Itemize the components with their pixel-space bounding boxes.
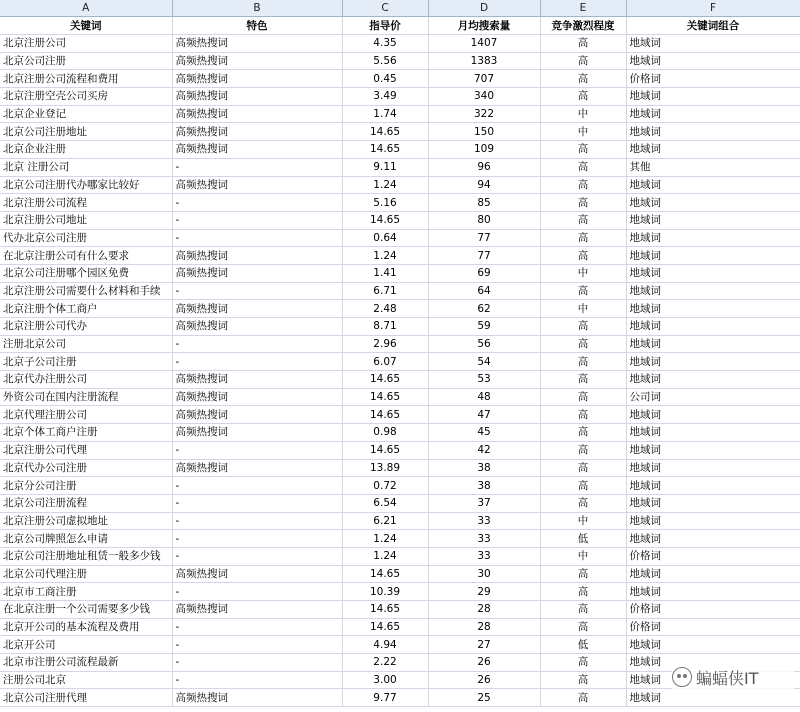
cell-search-volume[interactable]: 1383 [428, 52, 540, 70]
cell-search-volume[interactable]: 1407 [428, 35, 540, 53]
cell-feature[interactable]: 高频热搜词 [172, 424, 342, 442]
column-header-row [0, 0, 800, 17]
cell-feature[interactable]: 高频热搜词 [172, 123, 342, 141]
cell-keyword[interactable]: 北京开公司 [0, 636, 172, 654]
cell-price[interactable]: 0.45 [342, 70, 428, 88]
table-row [0, 123, 800, 141]
cell-feature[interactable]: - [172, 441, 342, 459]
cell-keyword[interactable]: 北京企业登记 [0, 105, 172, 123]
cell-feature[interactable]: - [172, 229, 342, 247]
cell-search-volume[interactable]: 26 [428, 671, 540, 689]
cell-search-volume[interactable]: 28 [428, 618, 540, 636]
table-row [0, 158, 800, 176]
cell-feature[interactable]: 高频热搜词 [172, 105, 342, 123]
cell-price[interactable]: 1.41 [342, 264, 428, 282]
table-row [0, 282, 800, 300]
table-row [0, 247, 800, 265]
cell-keyword-group[interactable]: 地域词 [626, 35, 800, 53]
cell-feature[interactable]: 高频热搜词 [172, 371, 342, 389]
cell-keyword-group[interactable]: 地域词 [626, 264, 800, 282]
cell-keyword-group[interactable]: 地域词 [626, 300, 800, 318]
cell-keyword[interactable]: 外资公司在国内注册流程 [0, 388, 172, 406]
cell-competition[interactable]: 高 [540, 654, 626, 672]
cell-price[interactable]: 6.54 [342, 494, 428, 512]
cell-feature[interactable]: 高频热搜词 [172, 70, 342, 88]
column-header-a[interactable]: A [0, 0, 172, 17]
cell-keyword[interactable]: 北京注册公司 [0, 35, 172, 53]
table-row [0, 406, 800, 424]
table-row [0, 459, 800, 477]
table-row [0, 229, 800, 247]
cell-competition[interactable]: 中 [540, 300, 626, 318]
cell-keyword[interactable]: 北京注册公司地址 [0, 211, 172, 229]
cell-competition[interactable]: 中 [540, 547, 626, 565]
cell-keyword[interactable]: 北京公司注册地址租赁一般多少钱 [0, 547, 172, 565]
cell-search-volume[interactable]: 45 [428, 424, 540, 442]
table-row [0, 618, 800, 636]
cell-feature[interactable]: - [172, 636, 342, 654]
table-row [0, 318, 800, 336]
cell-price[interactable]: 0.64 [342, 229, 428, 247]
cell-keyword[interactable]: 北京代理注册公司 [0, 406, 172, 424]
cell-price[interactable]: 14.65 [342, 565, 428, 583]
cell-competition[interactable]: 高 [540, 35, 626, 53]
cell-competition[interactable]: 高 [540, 565, 626, 583]
cell-competition[interactable]: 高 [540, 88, 626, 106]
cell-competition[interactable]: 高 [540, 406, 626, 424]
cell-feature[interactable]: 高频热搜词 [172, 52, 342, 70]
cell-search-volume[interactable]: 27 [428, 636, 540, 654]
cell-keyword-group[interactable]: 地域词 [626, 636, 800, 654]
cell-keyword[interactable]: 北京代办公司注册 [0, 459, 172, 477]
cell-feature[interactable]: - [172, 530, 342, 548]
table-row [0, 264, 800, 282]
cell-search-volume[interactable]: 59 [428, 318, 540, 336]
cell-competition[interactable]: 高 [540, 671, 626, 689]
cell-feature[interactable]: 高频热搜词 [172, 88, 342, 106]
column-header-b[interactable]: B [172, 0, 342, 17]
cell-keyword-group[interactable]: 地域词 [626, 123, 800, 141]
cell-competition[interactable]: 高 [540, 70, 626, 88]
header-row [0, 17, 800, 35]
table-row [0, 176, 800, 194]
cell-competition[interactable]: 高 [540, 388, 626, 406]
table-row [0, 70, 800, 88]
cell-price[interactable]: 14.65 [342, 441, 428, 459]
cell-price[interactable]: 14.65 [342, 141, 428, 159]
table-row [0, 105, 800, 123]
cell-price[interactable]: 1.24 [342, 547, 428, 565]
cell-price[interactable]: 6.07 [342, 353, 428, 371]
cell-price[interactable]: 2.48 [342, 300, 428, 318]
cell-competition[interactable]: 高 [540, 176, 626, 194]
cell-price[interactable]: 1.24 [342, 530, 428, 548]
cell-price[interactable]: 1.74 [342, 105, 428, 123]
cell-keyword[interactable]: 北京公司注册流程 [0, 494, 172, 512]
cell-keyword-group[interactable]: 地域词 [626, 105, 800, 123]
cell-search-volume[interactable]: 62 [428, 300, 540, 318]
table-row [0, 583, 800, 601]
cell-keyword[interactable]: 北京注册公司虚拟地址 [0, 512, 172, 530]
cell-search-volume[interactable]: 69 [428, 264, 540, 282]
cell-competition[interactable]: 高 [540, 583, 626, 601]
cell-search-volume[interactable]: 28 [428, 601, 540, 619]
cell-price[interactable]: 1.24 [342, 247, 428, 265]
cell-search-volume[interactable]: 109 [428, 141, 540, 159]
cell-keyword[interactable]: 北京开公司的基本流程及费用 [0, 618, 172, 636]
cell-search-volume[interactable]: 26 [428, 654, 540, 672]
cell-feature[interactable]: - [172, 477, 342, 495]
cell-price[interactable]: 3.00 [342, 671, 428, 689]
cell-competition[interactable]: 高 [540, 353, 626, 371]
cell-search-volume[interactable]: 64 [428, 282, 540, 300]
cell-keyword[interactable]: 北京注册公司流程和费用 [0, 70, 172, 88]
cell-keyword-group[interactable]: 地域词 [626, 371, 800, 389]
cell-competition[interactable]: 高 [540, 424, 626, 442]
cell-keyword-group[interactable]: 地域词 [626, 406, 800, 424]
cell-keyword-group[interactable]: 地域词 [626, 494, 800, 512]
cell-keyword[interactable]: 北京公司注册地址 [0, 123, 172, 141]
cell-keyword-group[interactable]: 地域词 [626, 530, 800, 548]
cell-keyword[interactable]: 北京公司牌照怎么申请 [0, 530, 172, 548]
cell-competition[interactable]: 高 [540, 601, 626, 619]
cell-keyword[interactable]: 注册公司北京 [0, 671, 172, 689]
cell-keyword[interactable]: 北京公司代理注册 [0, 565, 172, 583]
cell-feature[interactable]: 高频热搜词 [172, 247, 342, 265]
cell-price[interactable]: 14.65 [342, 371, 428, 389]
cell-search-volume[interactable]: 80 [428, 211, 540, 229]
cell-search-volume[interactable]: 33 [428, 547, 540, 565]
cell-price[interactable]: 13.89 [342, 459, 428, 477]
cell-keyword[interactable]: 北京注册公司需要什么材料和手续 [0, 282, 172, 300]
cell-price[interactable]: 14.65 [342, 211, 428, 229]
cell-price[interactable]: 1.24 [342, 176, 428, 194]
cell-price[interactable]: 6.21 [342, 512, 428, 530]
cell-keyword[interactable]: 北京市工商注册 [0, 583, 172, 601]
cell-search-volume[interactable]: 85 [428, 194, 540, 212]
cell-competition[interactable]: 高 [540, 335, 626, 353]
cell-keyword[interactable]: 北京公司注册代理 [0, 689, 172, 707]
cell-search-volume[interactable]: 56 [428, 335, 540, 353]
cell-competition[interactable]: 中 [540, 512, 626, 530]
cell-feature[interactable]: 高频热搜词 [172, 565, 342, 583]
cell-competition[interactable]: 高 [540, 158, 626, 176]
cell-keyword-group[interactable]: 地域词 [626, 689, 800, 707]
table-row [0, 35, 800, 53]
cell-competition[interactable]: 低 [540, 530, 626, 548]
cell-competition[interactable]: 高 [540, 477, 626, 495]
cell-feature[interactable]: - [172, 353, 342, 371]
wechat-icon [672, 667, 692, 687]
cell-keyword-group[interactable]: 价格词 [626, 70, 800, 88]
cell-search-volume[interactable]: 42 [428, 441, 540, 459]
cell-price[interactable]: 14.65 [342, 601, 428, 619]
cell-price[interactable]: 4.94 [342, 636, 428, 654]
header-keyword[interactable]: 关键词 [0, 17, 172, 35]
cell-keyword[interactable]: 北京注册空壳公司买房 [0, 88, 172, 106]
cell-keyword-group[interactable]: 地域词 [626, 441, 800, 459]
table-row [0, 388, 800, 406]
cell-feature[interactable]: - [172, 158, 342, 176]
cell-competition[interactable]: 高 [540, 318, 626, 336]
column-header-c[interactable]: C [342, 0, 428, 17]
cell-feature[interactable]: - [172, 282, 342, 300]
cell-keyword-group[interactable]: 地域词 [626, 211, 800, 229]
cell-feature[interactable]: 高频热搜词 [172, 35, 342, 53]
table-row [0, 335, 800, 353]
cell-search-volume[interactable]: 77 [428, 229, 540, 247]
cell-keyword[interactable]: 北京注册公司代理 [0, 441, 172, 459]
cell-price[interactable]: 5.16 [342, 194, 428, 212]
cell-keyword[interactable]: 北京公司注册代办哪家比较好 [0, 176, 172, 194]
table-row [0, 141, 800, 159]
table-row [0, 52, 800, 70]
cell-price[interactable]: 14.65 [342, 388, 428, 406]
cell-search-volume[interactable]: 30 [428, 565, 540, 583]
table-row [0, 547, 800, 565]
cell-feature[interactable]: 高频热搜词 [172, 176, 342, 194]
cell-competition[interactable]: 中 [540, 264, 626, 282]
cell-search-volume[interactable]: 33 [428, 512, 540, 530]
cell-competition[interactable]: 高 [540, 459, 626, 477]
cell-keyword[interactable]: 北京子公司注册 [0, 353, 172, 371]
table-row [0, 689, 800, 707]
column-header-f[interactable]: F [626, 0, 800, 17]
cell-price[interactable]: 0.98 [342, 424, 428, 442]
cell-price[interactable]: 4.35 [342, 35, 428, 53]
cell-keyword[interactable]: 北京注册公司代办 [0, 318, 172, 336]
table-row [0, 565, 800, 583]
cell-competition[interactable]: 低 [540, 636, 626, 654]
cell-search-volume[interactable]: 94 [428, 176, 540, 194]
cell-keyword-group[interactable]: 地域词 [626, 88, 800, 106]
cell-competition[interactable]: 高 [540, 371, 626, 389]
cell-price[interactable]: 14.65 [342, 123, 428, 141]
table-row [0, 424, 800, 442]
table-row [0, 636, 800, 654]
cell-search-volume[interactable]: 707 [428, 70, 540, 88]
cell-keyword-group[interactable]: 地域词 [626, 247, 800, 265]
table-row [0, 88, 800, 106]
cell-competition[interactable]: 高 [540, 618, 626, 636]
table-row [0, 530, 800, 548]
cell-feature[interactable]: 高频热搜词 [172, 388, 342, 406]
cell-price[interactable]: 5.56 [342, 52, 428, 70]
cell-feature[interactable]: - [172, 512, 342, 530]
cell-keyword[interactable]: 在北京注册一个公司需要多少钱 [0, 601, 172, 619]
cell-feature[interactable]: 高频热搜词 [172, 406, 342, 424]
column-header-d[interactable]: D [428, 0, 540, 17]
cell-keyword[interactable]: 北京企业注册 [0, 141, 172, 159]
cell-keyword[interactable]: 北京代办注册公司 [0, 371, 172, 389]
table-row [0, 601, 800, 619]
cell-keyword-group[interactable]: 地域词 [626, 512, 800, 530]
cell-keyword-group[interactable]: 地域词 [626, 565, 800, 583]
header-price[interactable]: 指导价 [342, 17, 428, 35]
cell-keyword[interactable]: 代办北京公司注册 [0, 229, 172, 247]
cell-keyword-group[interactable]: 地域词 [626, 424, 800, 442]
cell-search-volume[interactable]: 150 [428, 123, 540, 141]
cell-search-volume[interactable]: 47 [428, 406, 540, 424]
cell-competition[interactable]: 高 [540, 141, 626, 159]
cell-keyword-group[interactable]: 地域词 [626, 459, 800, 477]
cell-keyword-group[interactable]: 地域词 [626, 335, 800, 353]
cell-competition[interactable]: 高 [540, 441, 626, 459]
table-row [0, 211, 800, 229]
table-row [0, 371, 800, 389]
cell-feature[interactable]: 高频热搜词 [172, 264, 342, 282]
cell-competition[interactable]: 高 [540, 52, 626, 70]
cell-competition[interactable]: 高 [540, 247, 626, 265]
cell-keyword-group[interactable]: 地域词 [626, 353, 800, 371]
cell-keyword-group[interactable]: 地域词 [626, 194, 800, 212]
cell-search-volume[interactable]: 96 [428, 158, 540, 176]
header-feature[interactable]: 特色 [172, 17, 342, 35]
cell-feature[interactable]: - [172, 547, 342, 565]
table-row [0, 494, 800, 512]
cell-price[interactable]: 8.71 [342, 318, 428, 336]
cell-keyword[interactable]: 注册北京公司 [0, 335, 172, 353]
cell-keyword-group[interactable]: 地域词 [626, 318, 800, 336]
cell-keyword-group[interactable]: 价格词 [626, 618, 800, 636]
cell-search-volume[interactable]: 53 [428, 371, 540, 389]
cell-keyword[interactable]: 北京市注册公司流程最新 [0, 654, 172, 672]
cell-keyword-group[interactable]: 地域词 [626, 52, 800, 70]
cell-keyword-group[interactable]: 其他 [626, 158, 800, 176]
cell-search-volume[interactable]: 340 [428, 88, 540, 106]
cell-price[interactable]: 2.96 [342, 335, 428, 353]
cell-competition[interactable]: 高 [540, 229, 626, 247]
cell-competition[interactable]: 高 [540, 194, 626, 212]
cell-search-volume[interactable]: 37 [428, 494, 540, 512]
cell-feature[interactable]: - [172, 654, 342, 672]
cell-feature[interactable]: - [172, 618, 342, 636]
cell-price[interactable]: 9.11 [342, 158, 428, 176]
cell-competition[interactable]: 高 [540, 211, 626, 229]
cell-price[interactable]: 14.65 [342, 618, 428, 636]
cell-keyword[interactable]: 北京分公司注册 [0, 477, 172, 495]
cell-price[interactable]: 9.77 [342, 689, 428, 707]
cell-search-volume[interactable]: 25 [428, 689, 540, 707]
cell-search-volume[interactable]: 322 [428, 105, 540, 123]
watermark-text: 蝙蝠侠IT [696, 668, 759, 688]
table-row [0, 300, 800, 318]
cell-feature[interactable]: - [172, 494, 342, 512]
table-row [0, 477, 800, 495]
cell-search-volume[interactable]: 38 [428, 477, 540, 495]
cell-feature[interactable]: - [172, 583, 342, 601]
cell-keyword-group[interactable]: 公司词 [626, 388, 800, 406]
cell-keyword-group[interactable]: 地域词 [626, 477, 800, 495]
cell-keyword-group[interactable]: 价格词 [626, 547, 800, 565]
cell-search-volume[interactable]: 38 [428, 459, 540, 477]
cell-search-volume[interactable]: 33 [428, 530, 540, 548]
cell-feature[interactable]: 高频热搜词 [172, 318, 342, 336]
cell-competition[interactable]: 高 [540, 689, 626, 707]
table-row [0, 441, 800, 459]
cell-competition[interactable]: 中 [540, 105, 626, 123]
cell-price[interactable]: 3.49 [342, 88, 428, 106]
cell-price[interactable]: 2.22 [342, 654, 428, 672]
cell-feature[interactable]: 高频热搜词 [172, 601, 342, 619]
cell-keyword-group[interactable]: 地域词 [626, 229, 800, 247]
cell-search-volume[interactable]: 54 [428, 353, 540, 371]
cell-feature[interactable]: 高频热搜词 [172, 300, 342, 318]
cell-price[interactable]: 14.65 [342, 406, 428, 424]
cell-price[interactable]: 10.39 [342, 583, 428, 601]
cell-competition[interactable]: 高 [540, 282, 626, 300]
cell-keyword[interactable]: 北京公司注册 [0, 52, 172, 70]
cell-price[interactable]: 0.72 [342, 477, 428, 495]
table-row [0, 194, 800, 212]
column-header-e[interactable]: E [540, 0, 626, 17]
watermark [672, 664, 794, 690]
cell-keyword-group[interactable]: 地域词 [626, 671, 800, 689]
header-keyword-group[interactable]: 关键词组合 [626, 17, 800, 35]
cell-feature[interactable]: - [172, 211, 342, 229]
cell-search-volume[interactable]: 77 [428, 247, 540, 265]
cell-feature[interactable]: 高频热搜词 [172, 459, 342, 477]
cell-feature[interactable]: 高频热搜词 [172, 689, 342, 707]
cell-competition[interactable]: 高 [540, 494, 626, 512]
cell-keyword-group[interactable]: 地域词 [626, 176, 800, 194]
cell-competition[interactable]: 中 [540, 123, 626, 141]
cell-keyword[interactable]: 北京 注册公司 [0, 158, 172, 176]
table-row [0, 353, 800, 371]
cell-feature[interactable]: - [172, 194, 342, 212]
cell-price[interactable]: 6.71 [342, 282, 428, 300]
cell-keyword-group[interactable]: 地域词 [626, 583, 800, 601]
cell-feature[interactable]: - [172, 335, 342, 353]
cell-keyword[interactable]: 北京注册公司流程 [0, 194, 172, 212]
cell-keyword-group[interactable]: 价格词 [626, 601, 800, 619]
cell-feature[interactable]: 高频热搜词 [172, 141, 342, 159]
cell-search-volume[interactable]: 48 [428, 388, 540, 406]
cell-search-volume[interactable]: 29 [428, 583, 540, 601]
header-search-volume[interactable]: 月均搜索量 [428, 17, 540, 35]
cell-feature[interactable]: - [172, 671, 342, 689]
cell-keyword-group[interactable]: 地域词 [626, 654, 800, 672]
header-competition[interactable]: 竞争激烈程度 [540, 17, 626, 35]
cell-keyword-group[interactable]: 地域词 [626, 141, 800, 159]
cell-keyword[interactable]: 北京注册个体工商户 [0, 300, 172, 318]
cell-keyword[interactable]: 在北京注册公司有什么要求 [0, 247, 172, 265]
cell-keyword-group[interactable]: 地域词 [626, 282, 800, 300]
table-row [0, 512, 800, 530]
cell-keyword[interactable]: 北京公司注册哪个园区免费 [0, 264, 172, 282]
cell-keyword[interactable]: 北京个体工商户注册 [0, 424, 172, 442]
